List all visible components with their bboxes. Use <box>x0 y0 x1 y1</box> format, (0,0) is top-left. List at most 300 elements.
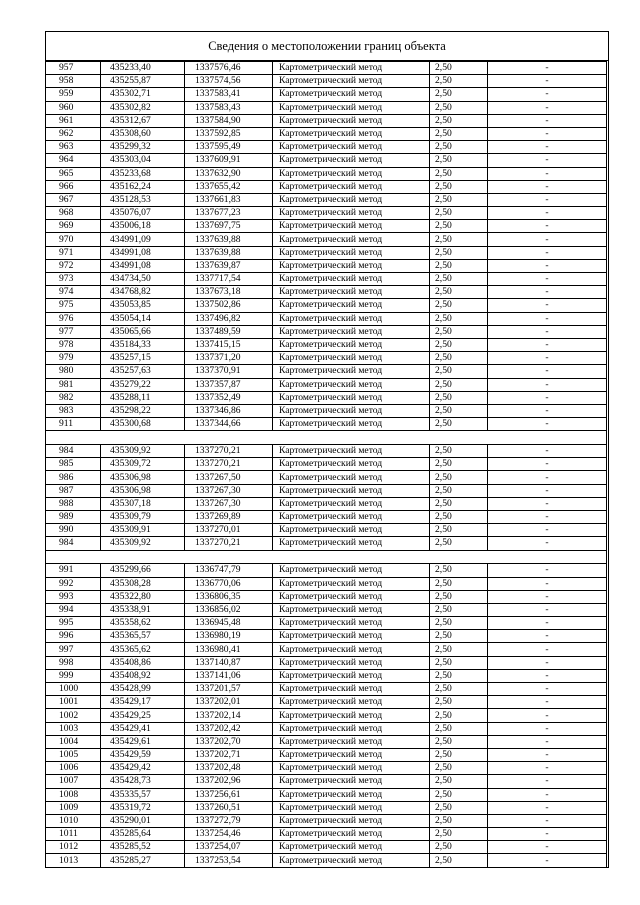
note-cell: - <box>488 418 607 431</box>
y-coordinate-cell: 1336747,79 <box>185 564 273 577</box>
y-coordinate-cell: 1337140,87 <box>185 656 273 669</box>
table-row <box>46 167 607 180</box>
point-number-cell: 969 <box>46 220 101 233</box>
accuracy-cell: 2,50 <box>430 828 488 841</box>
accuracy-cell: 2,50 <box>430 299 488 312</box>
note-cell: - <box>488 338 607 351</box>
table-row <box>46 537 607 550</box>
x-coordinate-cell: 435338,91 <box>101 603 185 616</box>
point-number-cell: 961 <box>46 114 101 127</box>
table-row <box>46 273 607 286</box>
note-cell: - <box>488 141 607 154</box>
y-coordinate-cell: 1337202,96 <box>185 775 273 788</box>
accuracy-cell: 2,50 <box>430 841 488 854</box>
x-coordinate-cell: 435408,86 <box>101 656 185 669</box>
point-number-cell: 1010 <box>46 814 101 827</box>
y-coordinate-cell: 1337267,30 <box>185 484 273 497</box>
note-cell: - <box>488 180 607 193</box>
accuracy-cell: 2,50 <box>430 656 488 669</box>
x-coordinate-cell: 435300,68 <box>101 418 185 431</box>
x-coordinate-cell: 435288,11 <box>101 391 185 404</box>
note-cell: - <box>488 325 607 338</box>
y-coordinate-cell: 1336856,02 <box>185 603 273 616</box>
table-row <box>46 312 607 325</box>
method-cell: Картометрический метод <box>273 167 430 180</box>
point-number-cell: 1000 <box>46 683 101 696</box>
note-cell: - <box>488 378 607 391</box>
method-cell: Картометрический метод <box>273 220 430 233</box>
table-row <box>46 656 607 669</box>
method-cell: Картометрический метод <box>273 378 430 391</box>
method-cell: Картометрический метод <box>273 617 430 630</box>
accuracy-cell: 2,50 <box>430 88 488 101</box>
y-coordinate-cell: 1337270,21 <box>185 445 273 458</box>
accuracy-cell: 2,50 <box>430 775 488 788</box>
accuracy-cell: 2,50 <box>430 617 488 630</box>
note-cell: - <box>488 114 607 127</box>
accuracy-cell: 2,50 <box>430 101 488 114</box>
point-number-cell: 968 <box>46 207 101 220</box>
x-coordinate-cell: 435408,92 <box>101 669 185 682</box>
y-coordinate-cell: 1337201,57 <box>185 683 273 696</box>
y-coordinate-cell: 1337141,06 <box>185 669 273 682</box>
method-cell: Картометрический метод <box>273 154 430 167</box>
note-cell: - <box>488 775 607 788</box>
method-cell: Картометрический метод <box>273 656 430 669</box>
y-coordinate-cell: 1337576,46 <box>185 62 273 75</box>
table-row <box>46 246 607 259</box>
method-cell: Картометрический метод <box>273 775 430 788</box>
table-row <box>46 404 607 417</box>
accuracy-cell: 2,50 <box>430 590 488 603</box>
point-number-cell: 976 <box>46 312 101 325</box>
y-coordinate-cell: 1337632,90 <box>185 167 273 180</box>
method-cell: Картометрический метод <box>273 722 430 735</box>
note-cell: - <box>488 762 607 775</box>
x-coordinate-cell: 435285,64 <box>101 828 185 841</box>
point-number-cell: 980 <box>46 365 101 378</box>
method-cell: Картометрический метод <box>273 669 430 682</box>
method-cell: Картометрический метод <box>273 564 430 577</box>
table-row <box>46 352 607 365</box>
table-row <box>46 814 607 827</box>
table-row <box>46 445 607 458</box>
accuracy-cell: 2,50 <box>430 207 488 220</box>
method-cell: Картометрический метод <box>273 88 430 101</box>
method-cell: Картометрический метод <box>273 510 430 523</box>
point-number-cell: 992 <box>46 577 101 590</box>
method-cell: Картометрический метод <box>273 286 430 299</box>
note-cell: - <box>488 788 607 801</box>
method-cell: Картометрический метод <box>273 683 430 696</box>
point-number-cell: 967 <box>46 193 101 206</box>
table-row <box>46 458 607 471</box>
x-coordinate-cell: 435285,52 <box>101 841 185 854</box>
note-cell: - <box>488 404 607 417</box>
method-cell: Картометрический метод <box>273 312 430 325</box>
x-coordinate-cell: 435429,25 <box>101 709 185 722</box>
x-coordinate-cell: 434768,82 <box>101 286 185 299</box>
accuracy-cell: 2,50 <box>430 391 488 404</box>
x-coordinate-cell: 435076,07 <box>101 207 185 220</box>
accuracy-cell: 2,50 <box>430 814 488 827</box>
table-row <box>46 114 607 127</box>
y-coordinate-cell: 1337717,54 <box>185 273 273 286</box>
point-number-cell: 978 <box>46 338 101 351</box>
note-cell: - <box>488 101 607 114</box>
y-coordinate-cell: 1337254,46 <box>185 828 273 841</box>
point-number-cell: 1008 <box>46 788 101 801</box>
page-title: Сведения о местоположении границ объекта <box>46 32 608 61</box>
point-number-cell: 986 <box>46 471 101 484</box>
x-coordinate-cell: 435257,63 <box>101 365 185 378</box>
point-number-cell: 1012 <box>46 841 101 854</box>
x-coordinate-cell: 435429,59 <box>101 748 185 761</box>
table-row <box>46 603 607 616</box>
method-cell: Картометрический метод <box>273 338 430 351</box>
table-row <box>46 735 607 748</box>
method-cell: Картометрический метод <box>273 180 430 193</box>
table-row <box>46 127 607 140</box>
y-coordinate-cell: 1337697,75 <box>185 220 273 233</box>
note-cell: - <box>488 471 607 484</box>
accuracy-cell: 2,50 <box>430 577 488 590</box>
note-cell: - <box>488 854 607 867</box>
note-cell: - <box>488 841 607 854</box>
note-cell: - <box>488 445 607 458</box>
y-coordinate-cell: 1337673,18 <box>185 286 273 299</box>
point-number-cell: 997 <box>46 643 101 656</box>
table-row <box>46 154 607 167</box>
accuracy-cell: 2,50 <box>430 325 488 338</box>
table-row <box>46 510 607 523</box>
x-coordinate-cell: 434991,09 <box>101 233 185 246</box>
method-cell: Картометрический метод <box>273 233 430 246</box>
x-coordinate-cell: 435429,41 <box>101 722 185 735</box>
y-coordinate-cell: 1337270,21 <box>185 537 273 550</box>
method-cell: Картометрический метод <box>273 246 430 259</box>
point-number-cell: 974 <box>46 286 101 299</box>
note-cell: - <box>488 510 607 523</box>
x-coordinate-cell: 435335,57 <box>101 788 185 801</box>
method-cell: Картометрический метод <box>273 299 430 312</box>
note-cell: - <box>488 154 607 167</box>
note-cell: - <box>488 748 607 761</box>
note-cell: - <box>488 722 607 735</box>
table-row <box>46 696 607 709</box>
x-coordinate-cell: 435309,72 <box>101 458 185 471</box>
accuracy-cell: 2,50 <box>430 510 488 523</box>
accuracy-cell: 2,50 <box>430 683 488 696</box>
point-number-cell: 984 <box>46 537 101 550</box>
table-row <box>46 325 607 338</box>
point-number-cell: 966 <box>46 180 101 193</box>
accuracy-cell: 2,50 <box>430 748 488 761</box>
accuracy-cell: 2,50 <box>430 114 488 127</box>
method-cell: Картометрический метод <box>273 577 430 590</box>
accuracy-cell: 2,50 <box>430 735 488 748</box>
y-coordinate-cell: 1337655,42 <box>185 180 273 193</box>
point-number-cell: 982 <box>46 391 101 404</box>
x-coordinate-cell: 435308,60 <box>101 127 185 140</box>
table-row <box>46 630 607 643</box>
x-coordinate-cell: 435279,22 <box>101 378 185 391</box>
note-cell: - <box>488 312 607 325</box>
point-number-cell: 1004 <box>46 735 101 748</box>
table-row <box>46 259 607 272</box>
y-coordinate-cell: 1336980,41 <box>185 643 273 656</box>
x-coordinate-cell: 435257,15 <box>101 352 185 365</box>
method-cell: Картометрический метод <box>273 709 430 722</box>
y-coordinate-cell: 1337639,88 <box>185 233 273 246</box>
accuracy-cell: 2,50 <box>430 193 488 206</box>
table-row <box>46 75 607 88</box>
x-coordinate-cell: 435309,91 <box>101 524 185 537</box>
x-coordinate-cell: 435255,87 <box>101 75 185 88</box>
point-number-cell: 990 <box>46 524 101 537</box>
table-row <box>46 564 607 577</box>
note-cell: - <box>488 497 607 510</box>
point-number-cell: 975 <box>46 299 101 312</box>
accuracy-cell: 2,50 <box>430 75 488 88</box>
table-row <box>46 683 607 696</box>
y-coordinate-cell: 1337415,15 <box>185 338 273 351</box>
y-coordinate-cell: 1337639,87 <box>185 259 273 272</box>
accuracy-cell: 2,50 <box>430 458 488 471</box>
point-number-cell: 1007 <box>46 775 101 788</box>
accuracy-cell: 2,50 <box>430 259 488 272</box>
point-number-cell: 957 <box>46 62 101 75</box>
table-row <box>46 722 607 735</box>
point-number-cell: 965 <box>46 167 101 180</box>
method-cell: Картометрический метод <box>273 62 430 75</box>
note-cell: - <box>488 167 607 180</box>
point-number-cell: 972 <box>46 259 101 272</box>
point-number-cell: 984 <box>46 445 101 458</box>
note-cell: - <box>488 537 607 550</box>
x-coordinate-cell: 434991,08 <box>101 259 185 272</box>
point-number-cell: 988 <box>46 497 101 510</box>
table-row <box>46 788 607 801</box>
method-cell: Картометрический метод <box>273 537 430 550</box>
table-row <box>46 709 607 722</box>
method-cell: Картометрический метод <box>273 404 430 417</box>
y-coordinate-cell: 1337370,91 <box>185 365 273 378</box>
x-coordinate-cell: 434734,50 <box>101 273 185 286</box>
method-cell: Картометрический метод <box>273 141 430 154</box>
accuracy-cell: 2,50 <box>430 497 488 510</box>
method-cell: Картометрический метод <box>273 841 430 854</box>
method-cell: Картометрический метод <box>273 524 430 537</box>
note-cell: - <box>488 352 607 365</box>
table-row <box>46 748 607 761</box>
note-cell: - <box>488 828 607 841</box>
accuracy-cell: 2,50 <box>430 630 488 643</box>
y-coordinate-cell: 1337272,79 <box>185 814 273 827</box>
table-row <box>46 207 607 220</box>
x-coordinate-cell: 435053,85 <box>101 299 185 312</box>
accuracy-cell: 2,50 <box>430 352 488 365</box>
method-cell: Картометрический метод <box>273 391 430 404</box>
note-cell: - <box>488 88 607 101</box>
accuracy-cell: 2,50 <box>430 564 488 577</box>
accuracy-cell: 2,50 <box>430 180 488 193</box>
point-number-cell: 983 <box>46 404 101 417</box>
point-number-cell: 1003 <box>46 722 101 735</box>
point-number-cell: 998 <box>46 656 101 669</box>
note-cell: - <box>488 630 607 643</box>
method-cell: Картометрический метод <box>273 696 430 709</box>
table-row <box>46 669 607 682</box>
x-coordinate-cell: 435285,27 <box>101 854 185 867</box>
note-cell: - <box>488 62 607 75</box>
table-row <box>46 378 607 391</box>
note-cell: - <box>488 603 607 616</box>
accuracy-cell: 2,50 <box>430 603 488 616</box>
accuracy-cell: 2,50 <box>430 220 488 233</box>
y-coordinate-cell: 1337202,14 <box>185 709 273 722</box>
note-cell: - <box>488 683 607 696</box>
note-cell: - <box>488 75 607 88</box>
accuracy-cell: 2,50 <box>430 762 488 775</box>
note-cell: - <box>488 127 607 140</box>
point-number-cell: 962 <box>46 127 101 140</box>
method-cell: Картометрический метод <box>273 854 430 867</box>
point-number-cell: 979 <box>46 352 101 365</box>
note-cell: - <box>488 220 607 233</box>
y-coordinate-cell: 1337344,66 <box>185 418 273 431</box>
point-number-cell: 970 <box>46 233 101 246</box>
method-cell: Картометрический метод <box>273 445 430 458</box>
y-coordinate-cell: 1336980,19 <box>185 630 273 643</box>
y-coordinate-cell: 1337270,21 <box>185 458 273 471</box>
y-coordinate-cell: 1337371,20 <box>185 352 273 365</box>
x-coordinate-cell: 435299,66 <box>101 564 185 577</box>
point-number-cell: 1002 <box>46 709 101 722</box>
accuracy-cell: 2,50 <box>430 709 488 722</box>
method-cell: Картометрический метод <box>273 259 430 272</box>
y-coordinate-cell: 1337489,59 <box>185 325 273 338</box>
accuracy-cell: 2,50 <box>430 801 488 814</box>
y-coordinate-cell: 1337202,71 <box>185 748 273 761</box>
method-cell: Картометрический метод <box>273 127 430 140</box>
accuracy-cell: 2,50 <box>430 643 488 656</box>
y-coordinate-cell: 1336945,48 <box>185 617 273 630</box>
y-coordinate-cell: 1337357,87 <box>185 378 273 391</box>
accuracy-cell: 2,50 <box>430 365 488 378</box>
point-number-cell: 989 <box>46 510 101 523</box>
y-coordinate-cell: 1337269,89 <box>185 510 273 523</box>
point-number-cell: 960 <box>46 101 101 114</box>
accuracy-cell: 2,50 <box>430 537 488 550</box>
y-coordinate-cell: 1337639,88 <box>185 246 273 259</box>
y-coordinate-cell: 1337584,90 <box>185 114 273 127</box>
x-coordinate-cell: 435306,98 <box>101 471 185 484</box>
method-cell: Картометрический метод <box>273 458 430 471</box>
accuracy-cell: 2,50 <box>430 167 488 180</box>
y-coordinate-cell: 1337202,70 <box>185 735 273 748</box>
table-row <box>46 299 607 312</box>
point-number-cell: 999 <box>46 669 101 682</box>
method-cell: Картометрический метод <box>273 418 430 431</box>
x-coordinate-cell: 435307,18 <box>101 497 185 510</box>
point-number-cell: 1009 <box>46 801 101 814</box>
method-cell: Картометрический метод <box>273 365 430 378</box>
note-cell: - <box>488 391 607 404</box>
y-coordinate-cell: 1337496,82 <box>185 312 273 325</box>
method-cell: Картометрический метод <box>273 471 430 484</box>
y-coordinate-cell: 1337583,43 <box>185 101 273 114</box>
method-cell: Картометрический метод <box>273 643 430 656</box>
accuracy-cell: 2,50 <box>430 722 488 735</box>
point-number-cell: 911 <box>46 418 101 431</box>
accuracy-cell: 2,50 <box>430 127 488 140</box>
accuracy-cell: 2,50 <box>430 471 488 484</box>
accuracy-cell: 2,50 <box>430 788 488 801</box>
note-cell: - <box>488 669 607 682</box>
boundary-document <box>45 31 609 868</box>
note-cell: - <box>488 524 607 537</box>
x-coordinate-cell: 435429,42 <box>101 762 185 775</box>
point-number-cell: 1005 <box>46 748 101 761</box>
note-cell: - <box>488 193 607 206</box>
x-coordinate-cell: 435309,92 <box>101 445 185 458</box>
x-coordinate-cell: 435312,67 <box>101 114 185 127</box>
table-row <box>46 88 607 101</box>
note-cell: - <box>488 656 607 669</box>
point-number-cell: 985 <box>46 458 101 471</box>
y-coordinate-cell: 1337202,48 <box>185 762 273 775</box>
point-number-cell: 963 <box>46 141 101 154</box>
point-number-cell: 981 <box>46 378 101 391</box>
y-coordinate-cell: 1337661,83 <box>185 193 273 206</box>
point-number-cell: 987 <box>46 484 101 497</box>
note-cell: - <box>488 643 607 656</box>
point-number-cell: 996 <box>46 630 101 643</box>
point-number-cell: 995 <box>46 617 101 630</box>
table-row <box>46 617 607 630</box>
method-cell: Картометрический метод <box>273 603 430 616</box>
point-number-cell: 1006 <box>46 762 101 775</box>
method-cell: Картометрический метод <box>273 735 430 748</box>
accuracy-cell: 2,50 <box>430 404 488 417</box>
separator-cell <box>46 431 607 445</box>
y-coordinate-cell: 1337254,07 <box>185 841 273 854</box>
note-cell: - <box>488 577 607 590</box>
table-row <box>46 220 607 233</box>
y-coordinate-cell: 1337583,41 <box>185 88 273 101</box>
accuracy-cell: 2,50 <box>430 312 488 325</box>
table-row <box>46 286 607 299</box>
point-number-cell: 1013 <box>46 854 101 867</box>
x-coordinate-cell: 434991,08 <box>101 246 185 259</box>
point-number-cell: 993 <box>46 590 101 603</box>
table-row <box>46 828 607 841</box>
table-row <box>46 643 607 656</box>
method-cell: Картометрический метод <box>273 75 430 88</box>
note-cell: - <box>488 814 607 827</box>
point-number-cell: 959 <box>46 88 101 101</box>
x-coordinate-cell: 435290,01 <box>101 814 185 827</box>
table-row <box>46 762 607 775</box>
point-number-cell: 958 <box>46 75 101 88</box>
table-row <box>46 193 607 206</box>
accuracy-cell: 2,50 <box>430 418 488 431</box>
x-coordinate-cell: 435006,18 <box>101 220 185 233</box>
x-coordinate-cell: 435299,32 <box>101 141 185 154</box>
x-coordinate-cell: 435429,61 <box>101 735 185 748</box>
note-cell: - <box>488 696 607 709</box>
